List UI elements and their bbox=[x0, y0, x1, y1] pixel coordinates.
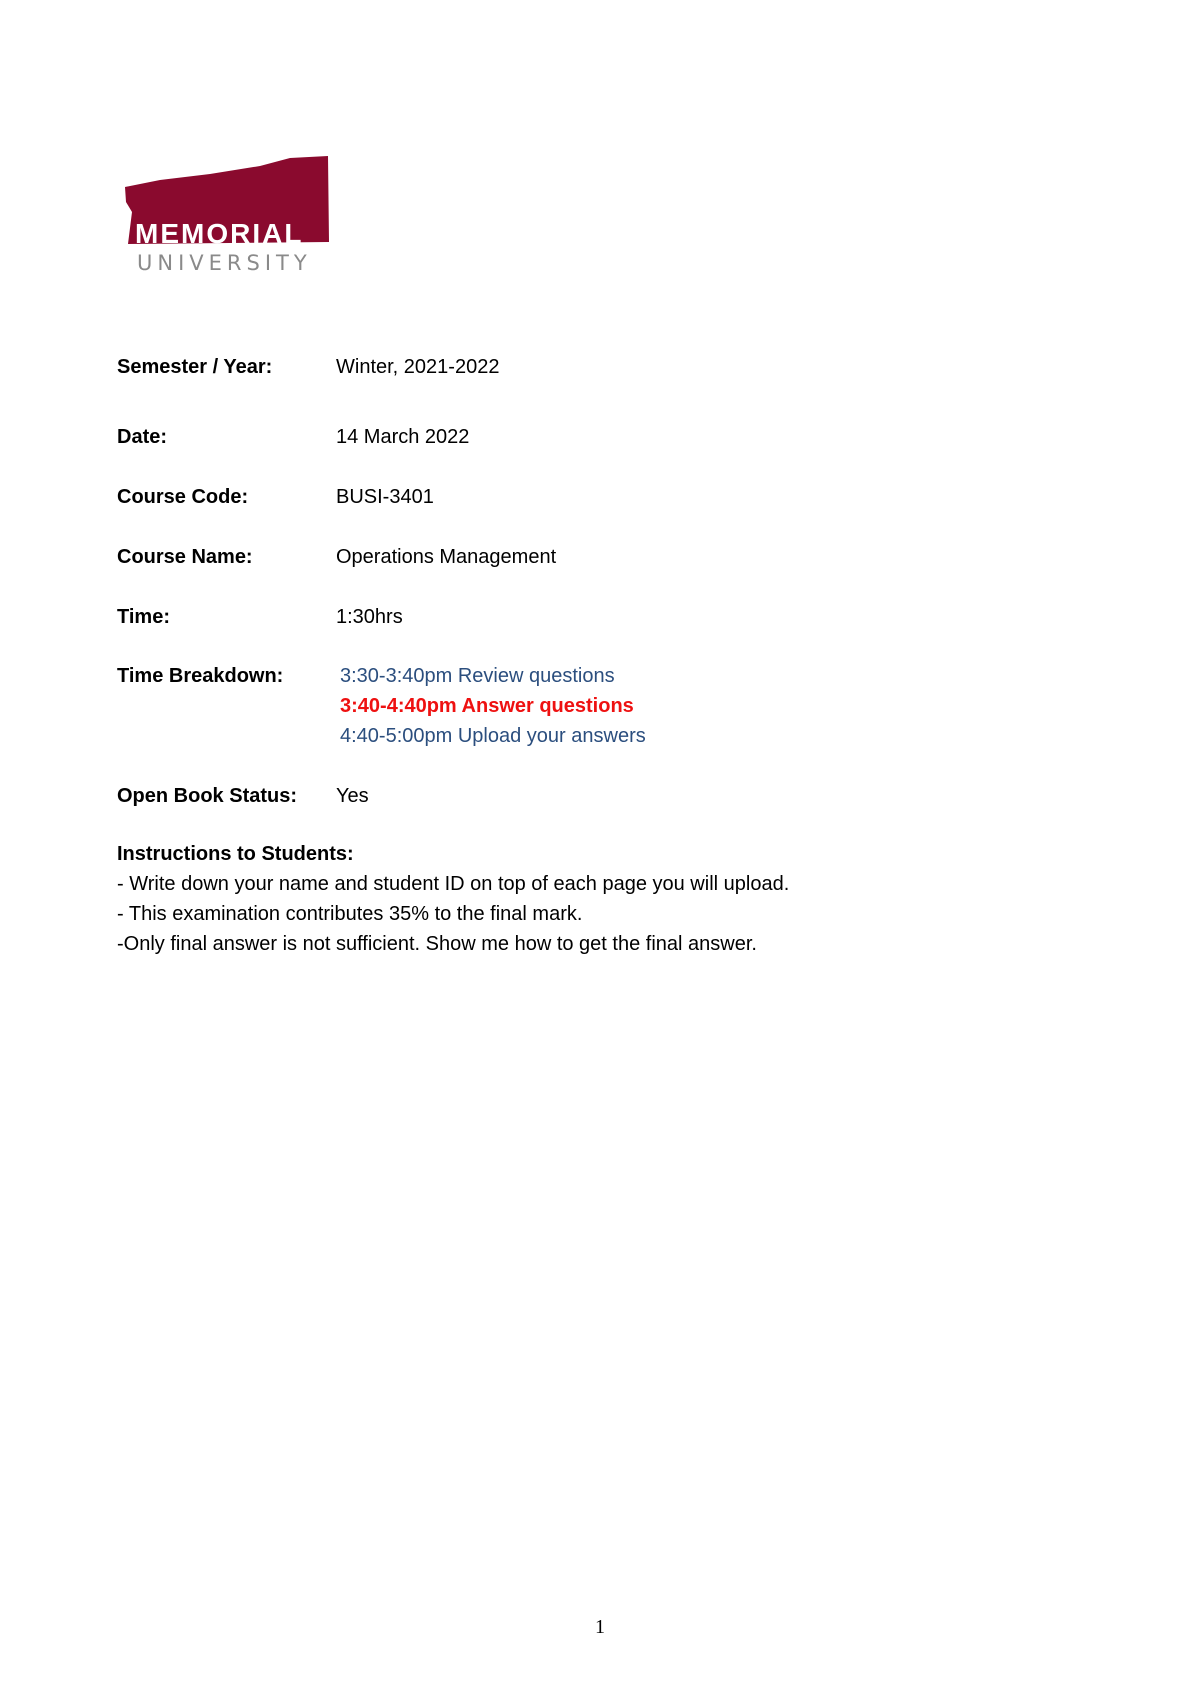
field-value: BUSI-3401 bbox=[336, 486, 434, 508]
page-number: 1 bbox=[595, 1616, 605, 1638]
time-breakdown-item: 3:40-4:40pm Answer questions bbox=[340, 695, 634, 717]
field-value: 14 March 2022 bbox=[336, 426, 470, 448]
field-value: Winter, 2021-2022 bbox=[336, 356, 500, 378]
field-label: Time Breakdown: bbox=[117, 665, 284, 687]
time-breakdown-item: 3:30-3:40pm Review questions bbox=[340, 665, 615, 687]
field-label: Date: bbox=[117, 426, 168, 448]
memorial-university-logo bbox=[120, 152, 340, 287]
field-label: Course Code: bbox=[117, 486, 249, 508]
instructions-block bbox=[117, 839, 789, 959]
instruction-line: - This examination contributes 35% to the final mark. bbox=[117, 903, 583, 925]
logo-text-memorial: MEMORIAL bbox=[135, 218, 304, 249]
instruction-line: - Write down your name and student ID on top of each page you will upload. bbox=[117, 873, 790, 895]
time-breakdown-item: 4:40-5:00pm Upload your answers bbox=[340, 725, 646, 747]
field-value: Yes bbox=[336, 785, 369, 807]
logo-text-university: UNIVERSITY bbox=[137, 251, 312, 275]
field-label: Time: bbox=[117, 606, 170, 628]
field-label: Semester / Year: bbox=[117, 356, 273, 378]
field-label: Course Name: bbox=[117, 546, 253, 568]
field-label: Open Book Status: bbox=[117, 785, 298, 807]
field-value: Operations Management bbox=[336, 546, 557, 568]
instruction-line: -Only final answer is not sufficient. Show me how to get the final answer. bbox=[117, 933, 757, 955]
time-breakdown-list bbox=[340, 661, 646, 751]
field-value: 1:30hrs bbox=[336, 606, 403, 628]
instructions-heading: Instructions to Students: bbox=[117, 843, 354, 865]
